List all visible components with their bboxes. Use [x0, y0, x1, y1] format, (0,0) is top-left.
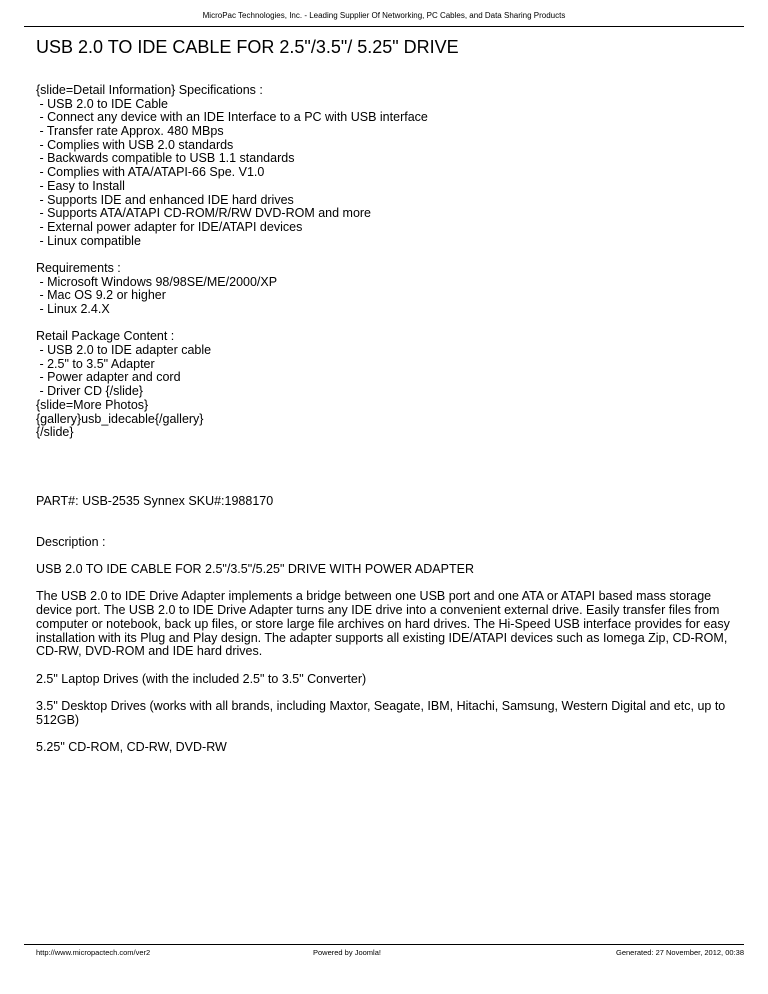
list-item: - Linux compatible [36, 233, 141, 248]
footer-powered: Powered by Joomla! [313, 948, 381, 957]
list-item: - Complies with ATA/ATAPI-66 Spe. V1.0 [36, 165, 265, 180]
list-item: - Supports ATA/ATAPI CD-ROM/R/RW DVD-ROM and more [36, 206, 372, 221]
package-list [36, 344, 736, 440]
cdrom-drives: 5.25" CD-ROM, CD-RW, DVD-RW [36, 740, 227, 755]
list-item: - Mac OS 9.2 or higher [36, 288, 166, 303]
list-item: - Backwards compatible to USB 1.1 standards [36, 151, 295, 166]
list-item: - Power adapter and cord [36, 370, 181, 385]
list-item: - USB 2.0 to IDE Cable [36, 96, 169, 111]
list-item: {gallery}usb_idecable{/gallery} [36, 411, 204, 426]
list-item: - 2.5" to 3.5" Adapter [36, 356, 155, 371]
header-text: MicroPac Technologies, Inc. - Leading Supplier Of Networking, PC Cables, and Data Sharing Products [202, 11, 566, 20]
spec-list [36, 98, 736, 249]
description-label: Description : [36, 534, 106, 549]
list-item: - Connect any device with an IDE Interface to a PC with USB interface [36, 110, 428, 125]
list-item: - Linux 2.4.X [36, 302, 110, 316]
requirements-heading: Requirements : [36, 260, 121, 275]
package-heading: Retail Package Content : [36, 329, 175, 344]
page-header [24, 10, 744, 27]
list-item: - External power adapter for IDE/ATAPI devices [36, 219, 303, 234]
desktop-drives: 3.5" Desktop Drives (works with all brands, including Maxtor, Seagate, IBM, Hitachi, Samsung, Western Digital and etc, up to 512GB) [36, 699, 726, 727]
spec-heading: {slide=Detail Information} Specifications : [36, 83, 263, 97]
list-item: - Transfer rate Approx. 480 MBps [36, 124, 224, 139]
list-item: - Microsoft Windows 98/98SE/ME/2000/XP [36, 274, 278, 289]
description-body: The USB 2.0 to IDE Drive Adapter implements a bridge between one USB port and one ATA or ATAPI based mass storage device port. The USB 2.0 to IDE Drive Adapter turns any IDE drive into a convenient external drive. Easily transfer files from computer or notebook, back up files, or store large file archives on hard drives. The Hi-Speed USB interface provides for easy installation with its Plug and Play design. The adapter supports all existing IDE/ATAPI devices such as Iomega Zip, CD-ROM, CD-RW, DVD-ROM and IDE hard drives. [36, 589, 730, 659]
list-item: - Driver CD {/slide} [36, 384, 143, 399]
footer-generated: Generated: 27 November, 2012, 00:38 [615, 948, 744, 957]
laptop-drives: 2.5" Laptop Drives (with the included 2.5" to 3.5" Converter) [36, 671, 367, 686]
list-item: - Easy to Install [36, 178, 125, 193]
part-number: PART#: USB-2535 Synnex SKU#:1988170 [36, 493, 274, 508]
list-item: - Supports IDE and enhanced IDE hard drives [36, 192, 294, 207]
article-body [36, 84, 736, 755]
requirements-list [36, 276, 736, 317]
footer-url: http://www.micropactech.com/ver2 [36, 948, 151, 957]
list-item: - USB 2.0 to IDE adapter cable [36, 343, 212, 358]
list-item: {/slide} [36, 425, 74, 440]
list-item: - Complies with USB 2.0 standards [36, 137, 234, 152]
page-footer [24, 944, 744, 957]
description-headline: USB 2.0 TO IDE CABLE FOR 2.5"/3.5"/5.25" DRIVE WITH POWER ADAPTER [36, 562, 474, 577]
page-title: USB 2.0 TO IDE CABLE FOR 2.5"/3.5"/ 5.25" DRIVE [36, 37, 459, 57]
list-item: {slide=More Photos} [36, 397, 149, 412]
